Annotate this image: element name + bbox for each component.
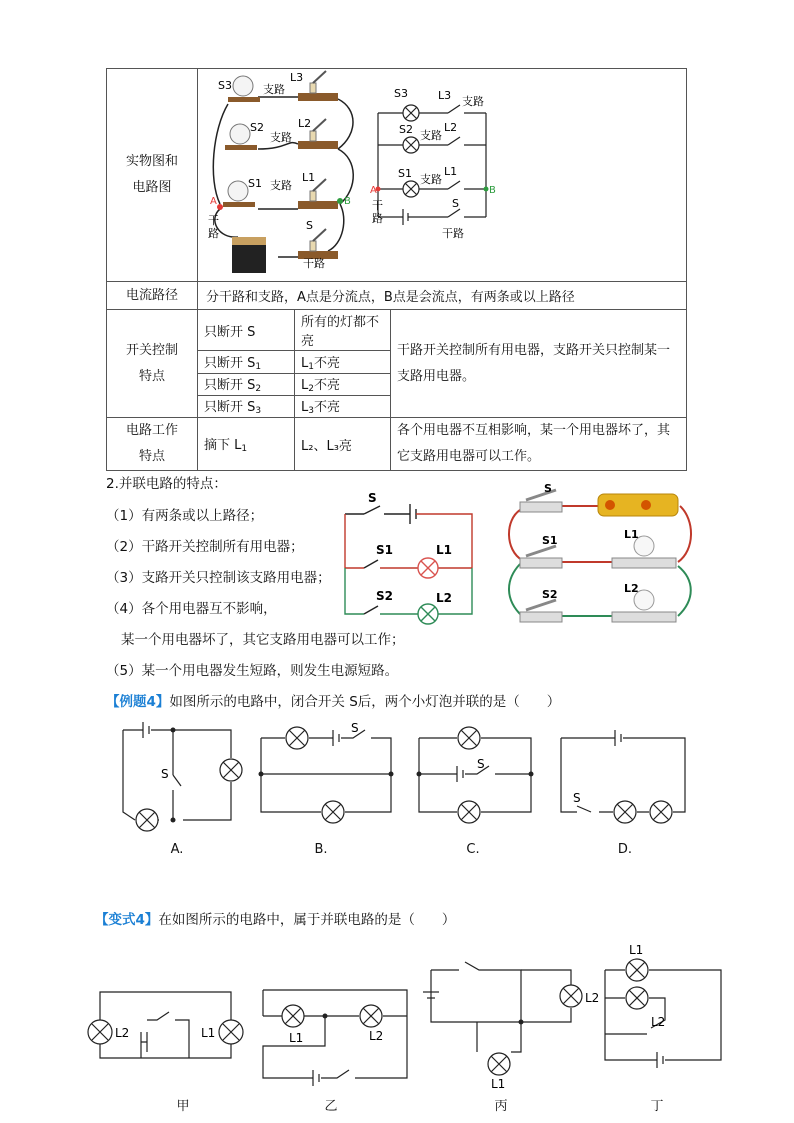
label: 电流路径 xyxy=(125,287,178,303)
label-line: 电路工作 xyxy=(125,423,178,438)
option-jia[interactable]: 甲 xyxy=(176,1099,190,1114)
switch-result: 所有的灯都不亮 xyxy=(295,310,391,351)
switch-result: $L_1$不亮 xyxy=(295,351,391,373)
switch-icon xyxy=(520,490,562,622)
parallel-circuit-table xyxy=(106,68,687,471)
work-summary: 各个用电器不互相影响，某一个用电器坏了，其它支路用电器可以工作。 xyxy=(391,418,687,471)
l1-label: L1 xyxy=(289,1031,304,1045)
option-a[interactable]: A. xyxy=(170,842,184,857)
l3-label: L3 xyxy=(290,71,304,84)
work-result: L₂、L₃亮 xyxy=(295,418,391,471)
battery-icon xyxy=(232,237,266,273)
ganlu-label: 干路 xyxy=(442,227,464,240)
s-label: S xyxy=(368,491,377,505)
s2-label: S2 xyxy=(542,588,558,601)
l1-label: L1 xyxy=(629,943,644,957)
s1-label: S1 xyxy=(376,543,393,557)
battery-icon xyxy=(598,494,678,516)
s-label: S xyxy=(573,791,581,805)
l1-label: L1 xyxy=(624,528,639,541)
s3-label: S3 xyxy=(394,87,408,100)
example4-circuits xyxy=(115,720,715,835)
s-label: S xyxy=(161,767,169,781)
label-line: 实物图和 xyxy=(125,154,178,169)
ganlu-label: 干路 xyxy=(303,257,325,270)
circuit-diagram xyxy=(378,105,486,225)
l2-label: L2 xyxy=(298,117,312,130)
lamp-icon xyxy=(403,105,419,197)
l1-label: L1 xyxy=(491,1077,506,1090)
s2-label: S2 xyxy=(250,121,264,134)
point-a-dot xyxy=(217,204,223,210)
s1-label: S1 xyxy=(248,177,262,190)
lamp-icon xyxy=(136,727,672,831)
l1-label: L1 xyxy=(201,1026,216,1040)
option-bing[interactable]: 丙 xyxy=(494,1099,508,1114)
colored-circuit-diagram xyxy=(340,486,480,626)
point-3: （3）支路开关只控制该支路用电器； xyxy=(106,570,331,586)
switch-result: $L_2$不亮 xyxy=(295,373,391,395)
switch-summary: 干路开关控制所有用电器，支路开关只控制某一支路用电器。 xyxy=(391,310,687,418)
zhilu-label: 支路 xyxy=(270,179,292,192)
path-content: 分干路和支路，A点是分流点，B点是会流点，有两条或以上路径 xyxy=(198,282,687,310)
row-label-switch xyxy=(107,310,198,418)
l1-label: L1 xyxy=(436,543,452,557)
l3-label: L3 xyxy=(438,89,452,102)
l2-label: L2 xyxy=(585,991,600,1005)
example-tag: 【例题4】 xyxy=(106,694,170,710)
diagram-cell xyxy=(198,69,687,282)
point-b-dot xyxy=(337,198,343,204)
ganlu-label-2: 路 xyxy=(208,227,219,240)
variant4-question xyxy=(95,910,455,930)
label-line: 开关控制 xyxy=(125,342,178,358)
switch-action: 只断开 S xyxy=(198,310,295,351)
s-label: S xyxy=(452,197,459,210)
row-label-path xyxy=(107,282,198,310)
l2-label: L2 xyxy=(624,582,639,595)
switch-result: $L_3$不亮 xyxy=(301,400,340,417)
node-b-dot xyxy=(484,187,489,192)
option-yi[interactable]: 乙 xyxy=(324,1099,338,1114)
zhilu-label: 支路 xyxy=(420,129,442,142)
point-4: （4）各个用电器互不影响， xyxy=(106,601,277,617)
s2-label: S2 xyxy=(399,123,413,136)
bulb-icon xyxy=(612,536,676,622)
s3-label: S3 xyxy=(218,79,232,92)
ganlu-label-2: 路 xyxy=(372,212,383,225)
l2-label: L2 xyxy=(444,121,458,134)
section-heading: 2.并联电路的特点： xyxy=(106,476,227,492)
label-b: B xyxy=(489,185,496,196)
switch-icon xyxy=(298,71,338,259)
s-label: S xyxy=(544,482,552,495)
option-b[interactable]: B. xyxy=(314,842,328,857)
label-line: 特点 xyxy=(138,368,165,384)
s2-label: S2 xyxy=(376,589,393,603)
point-5: （5）某一个用电器发生短路，则发生电源短路。 xyxy=(106,663,399,679)
row-label-diagram xyxy=(107,69,198,282)
s1-label: S1 xyxy=(398,167,412,180)
question-text: 在如图所示的电路中，属于并联电路的是（ ） xyxy=(158,912,456,928)
l2-label: L2 xyxy=(369,1029,384,1043)
l1-label: L1 xyxy=(302,171,316,184)
l1-label: L1 xyxy=(444,165,458,178)
ganlu-label-1: 干 xyxy=(208,214,219,227)
switch-action: 只断开 $S_3$ xyxy=(198,395,295,417)
label-b: B xyxy=(344,196,351,207)
physical-and-circuit-diagram xyxy=(198,69,686,277)
option-ding[interactable]: 丁 xyxy=(650,1099,664,1114)
label-line: 特点 xyxy=(138,449,165,464)
physical-diagram xyxy=(213,97,353,257)
option-d[interactable]: D. xyxy=(617,842,633,857)
zhilu-label: 支路 xyxy=(263,83,285,96)
example4-question xyxy=(106,692,560,712)
switch-action: 只断开 $S_2$ xyxy=(198,373,295,395)
work-action: 摘下 $L_1$ xyxy=(198,418,295,471)
zhilu-label: 支路 xyxy=(270,131,292,144)
question-text: 如图所示的电路中，闭合开关 S后，两个小灯泡并联的是（ ） xyxy=(169,694,561,710)
row-label-work xyxy=(107,418,198,471)
point-1: （1）有两条或以上路径； xyxy=(106,508,264,524)
s-label: S xyxy=(306,219,313,232)
option-c[interactable]: C. xyxy=(466,842,480,857)
ganlu-label-1: 干 xyxy=(372,199,383,212)
switch-subtable xyxy=(198,310,390,417)
variant-tag: 【变式4】 xyxy=(95,912,159,928)
s-label: S xyxy=(351,721,359,735)
label-a: A xyxy=(370,185,377,196)
l2-label: L2 xyxy=(651,1015,666,1029)
s1-label: S1 xyxy=(542,534,558,547)
label-a: A xyxy=(210,196,217,207)
s-label: S xyxy=(477,757,485,771)
switch-action: 只断开 $S_1$ xyxy=(198,351,295,373)
point-4-cont: 某一个用电器坏了，其它支路用电器可以工作； xyxy=(121,632,405,648)
physical-color-diagram xyxy=(500,480,700,635)
point-2: （2）干路开关控制所有用电器； xyxy=(106,539,304,555)
zhilu-label: 支路 xyxy=(420,173,442,186)
zhilu-label: 支路 xyxy=(462,95,484,108)
l2-label: L2 xyxy=(115,1026,130,1040)
switch-subtable-cell xyxy=(198,310,391,418)
variant4-circuits xyxy=(85,940,730,1090)
label-line: 电路图 xyxy=(132,180,172,195)
l2-label: L2 xyxy=(436,591,452,605)
